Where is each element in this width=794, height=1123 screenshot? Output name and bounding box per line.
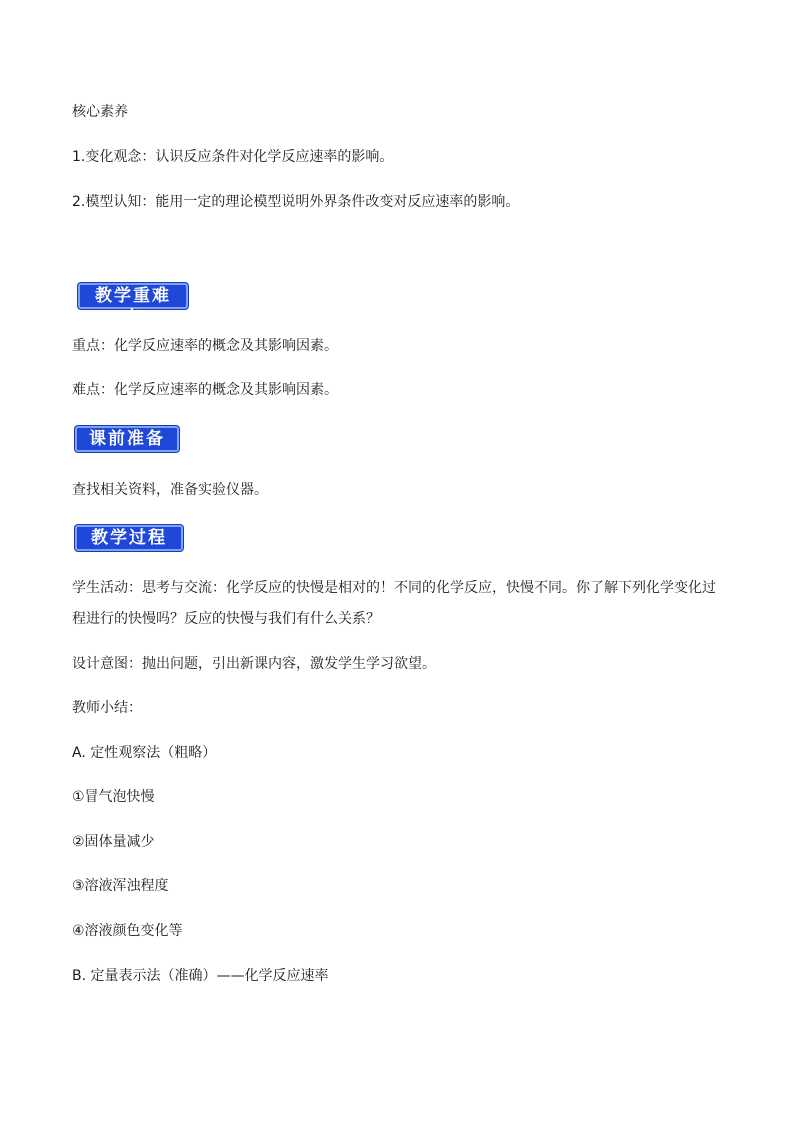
key-points-badge: 教学重难点	[78, 283, 188, 309]
core-literacy-heading: 核心素养	[72, 104, 128, 120]
key-point-emphasis: 重点：化学反应速率的概念及其影响因素。	[72, 338, 338, 354]
student-activity-line-2: 程进行的快慢吗？反应的快慢与我们有什么关系？	[72, 611, 380, 627]
student-activity-line-1: 学生活动：思考与交流：化学反应的快慢是相对的！不同的化学反应，快慢不同。你了解下列化学变化过	[72, 580, 716, 596]
teaching-process-badge: 教学过程	[75, 525, 183, 551]
core-item-1: 1.变化观念：认识反应条件对化学反应速率的影响。	[72, 149, 394, 165]
observation-1: ①冒气泡快慢	[72, 789, 155, 805]
design-intent: 设计意图：抛出问题，引出新课内容，激发学生学习欲望。	[72, 656, 436, 672]
teacher-summary-label: 教师小结：	[72, 700, 142, 716]
observation-4: ④溶液颜色变化等	[72, 923, 183, 939]
core-item-2: 2.模型认知：能用一定的理论模型说明外界条件改变对反应速率的影响。	[72, 194, 520, 210]
key-point-difficulty: 难点：化学反应速率的概念及其影响因素。	[72, 382, 338, 398]
qualitative-method: A. 定性观察法（粗略）	[72, 745, 217, 761]
observation-2: ②固体量减少	[72, 834, 155, 850]
observation-3: ③溶液浑浊程度	[72, 878, 169, 894]
preparation-text: 查找相关资料，准备实验仪器。	[72, 482, 268, 498]
quantitative-method: B. 定量表示法（准确）——化学反应速率	[72, 968, 329, 984]
preparation-badge: 课前准备	[75, 426, 179, 452]
